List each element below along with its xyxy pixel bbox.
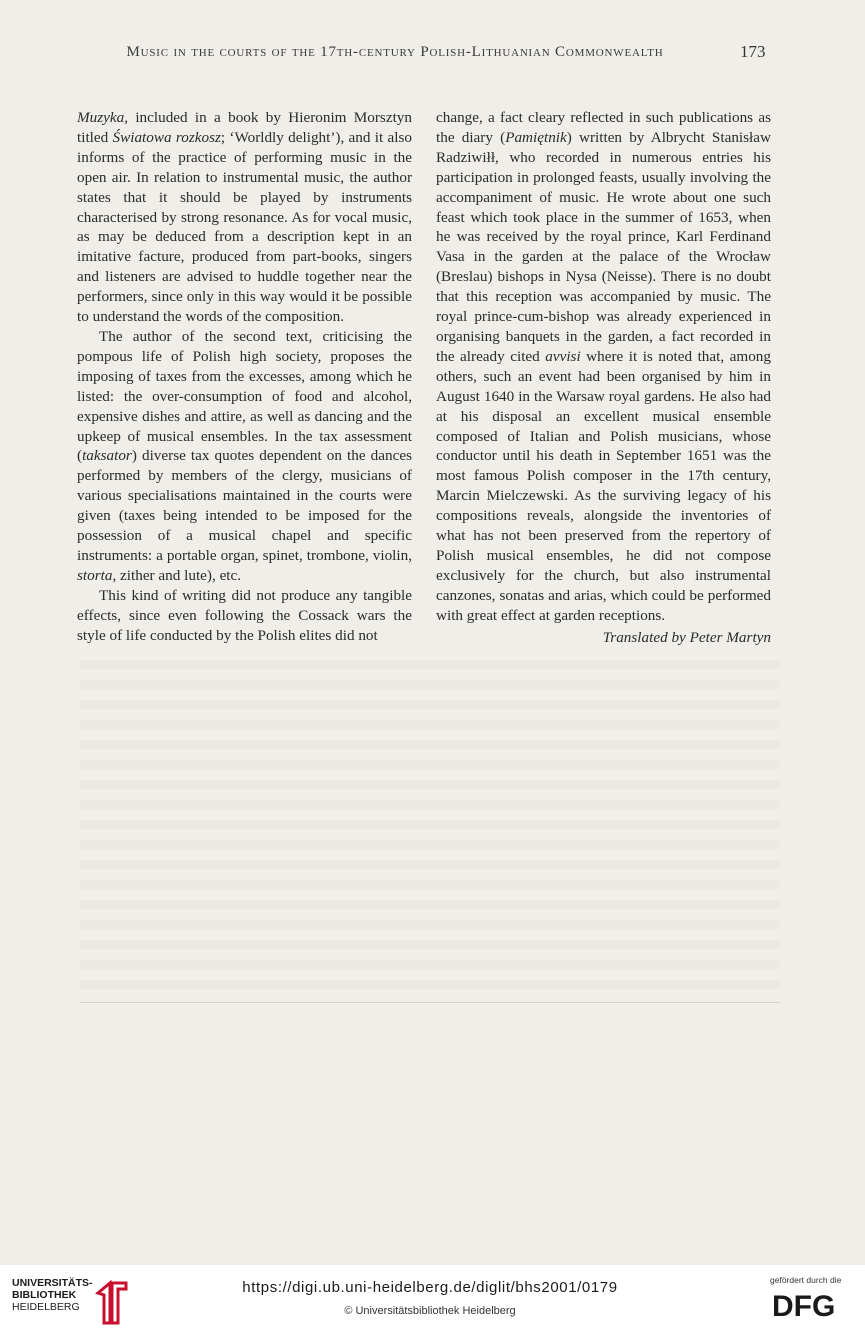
text-run: ; ‘Worldly delight’), and it also informs of the practice of performing music in the open air. In relation to instrumental music, the author states that it should be played by instruments characterised by strong resonance. As for vocal music, as may be deduced from a description kept in an imitative facture, produced from part-books, singers and listeners are advised to huddle together near the performers, since only in this way would it be possible to understand the words of the composition.: [77, 128, 412, 326]
book-title: Pamiętnik: [505, 128, 567, 146]
paragraph: This kind of writing did not produce any tangible effects, since even following the Cossack wars the style of life conducted by the Polish elites did not: [77, 586, 412, 644]
text-run: where it is noted that, among others, such an event had been organised by him in August 1640 in the Warsaw royal gardens. He also had at his disposal an excellent musical ensemble composed of Italian and Polish musicians, whose conductor until his death in September 1651 was the most famous Polish composer in the 17th century, Marcin Mielczewski. As the surviving legacy of his compositions reveals, alongside the inventories of what has not been preserved from the repertory of Polish musical ensembles, he did not compose exclusively for the church, but also instrumental canzones, sonatas and arias, which could be performed with great effect at garden receptions.: [436, 347, 771, 624]
paragraph: [77, 108, 412, 327]
text-run: change, a fact cleary reflected in such publications as the diary (: [436, 109, 771, 146]
page-number: 173: [740, 42, 766, 61]
text-run: , zither and lute), etc.: [112, 566, 242, 584]
copyright-notice: © Universitätsbibliothek Heidelberg: [344, 1305, 516, 1317]
text-run: ) written by Albrycht Stanisław Radziwiłł, who recorded in numerous entries his participation in prolonged feasts, usually involving the accompaniment of music. He wrote about one such feast which took place in the summer of 1653, when he was received by the royal prince, Karl Ferdinand Vasa in the garden at the palace of the Wrocław (Breslau) bishops in Nysa (Neisse). There is no doubt that this reception was accompanied by music. The royal prince-cum-bishop was already experienced in organising banquets in the garden, a fact recorded in the already cited: [436, 128, 771, 365]
library-name-line: HEIDELBERG: [12, 1301, 80, 1313]
library-logo[interactable]: [12, 1277, 132, 1325]
term: avvisi: [545, 347, 581, 365]
paragraph: [436, 108, 771, 626]
permalink-url[interactable]: https://digi.ub.uni-heidelberg.de/diglit/bhs2001/0179: [242, 1279, 618, 1296]
text-run: The author of the second text, criticising the pompous life of Polish high society, proposes the imposing of taxes from the excesses, among which he listed: the over-consumption of food and alcohol, expensive dishes and attire, as well as dancing and the upkeep of musical ensembles. In the tax assessment (: [77, 327, 412, 465]
dfg-logo-icon[interactable]: [772, 1289, 854, 1321]
term: taksator: [82, 447, 132, 465]
library-mark-icon: [94, 1279, 130, 1325]
footnote-rule: [80, 1002, 780, 1003]
library-name-line: UNIVERSITÄTS-: [12, 1277, 93, 1289]
book-title: Światowa rozkosz: [112, 128, 221, 146]
library-name-line: BIBLIOTHEK: [12, 1289, 77, 1301]
term: storta: [77, 566, 113, 584]
funder-name: DFG: [772, 1290, 836, 1321]
show-through-text: [80, 660, 780, 1000]
funded-by-label: gefördert durch die: [770, 1275, 842, 1285]
paragraph: [77, 327, 412, 586]
viewer-footer: [0, 1265, 865, 1330]
text-run: , included in a book by Hieronim Morsztyn titled: [77, 109, 412, 146]
left-column: [77, 108, 412, 645]
right-column: [436, 108, 771, 647]
library-name: [12, 1277, 93, 1313]
running-title: Music in the courts of the 17th-century Polish-Lithuanian Commonwealth: [126, 44, 664, 60]
book-title: Muzyka: [77, 109, 125, 126]
translator-credit: Translated by Peter Martyn: [602, 628, 771, 646]
text-run: ) diverse tax quotes dependent on the dances performed by members of the clergy, musicians of various specialisations maintained in the courts were given (taxes being intended to be imposed for the possession of a musical chapel and specific instruments: a portable organ, spinet, trombone, violin,: [77, 447, 412, 564]
